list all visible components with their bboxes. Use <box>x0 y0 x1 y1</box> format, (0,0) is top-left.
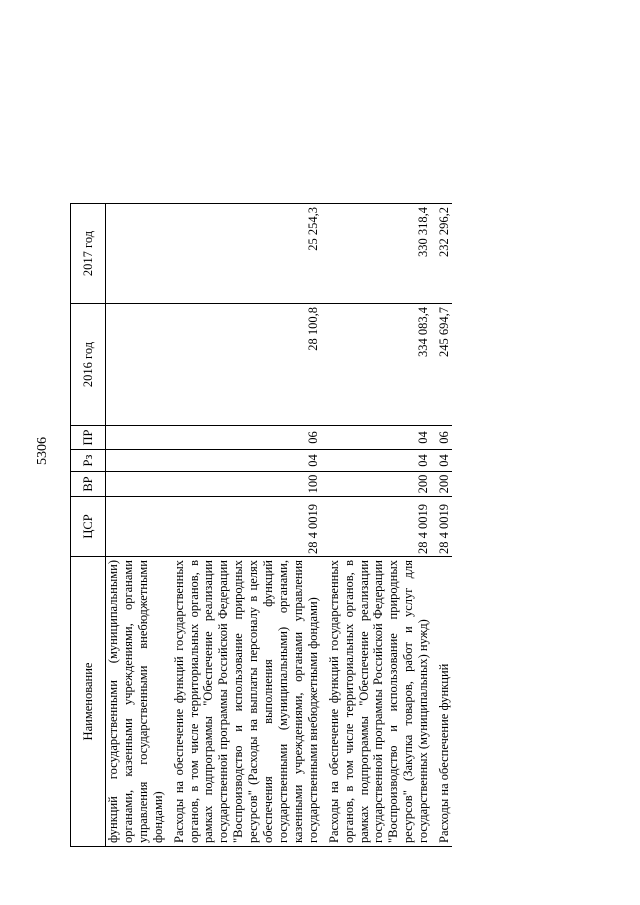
row-2016 <box>106 304 166 426</box>
row-pr <box>106 426 166 450</box>
row-2017: 232 296,2 <box>437 204 452 304</box>
row-csr: 28 4 0019 <box>437 497 452 557</box>
row-rz: 04 <box>437 450 452 472</box>
row-name: функций государственными (муниципальными) органами, казенными учреждениями, органами управления государственными внебюджетными фондами) <box>106 557 166 847</box>
row-name: Расходы на обеспечение функций <box>437 557 452 847</box>
table-row <box>172 204 321 847</box>
header-csr: ЦСР <box>71 497 106 557</box>
row-vr: 200 <box>327 472 431 497</box>
budget-table <box>70 203 452 847</box>
table-header-row <box>71 204 106 847</box>
header-2016: 2016 год <box>71 304 106 426</box>
header-rz: Рз <box>71 450 106 472</box>
row-rz: 04 <box>172 450 321 472</box>
table-row <box>437 204 452 847</box>
row-vr: 100 <box>172 472 321 497</box>
row-vr <box>106 472 166 497</box>
row-2016: 334 083,4 <box>327 304 431 426</box>
header-2017: 2017 год <box>71 204 106 304</box>
row-2017: 25 254,3 <box>172 204 321 304</box>
row-csr: 28 4 0019 <box>172 497 321 557</box>
row-csr: 28 4 0019 <box>327 497 431 557</box>
table-row <box>106 204 166 847</box>
row-rz <box>106 450 166 472</box>
row-pr: 06 <box>437 426 452 450</box>
table-row <box>327 204 431 847</box>
row-csr <box>106 497 166 557</box>
row-pr: 06 <box>172 426 321 450</box>
row-name: Расходы на обеспечение функций государственных органов, в том числе территориальных органов, в рамках подпрограммы "Обеспечение реализации государственной программы Российской Федерации "Воспроизводство и использование природных ресурсов" (Закупка товаров, работ и услуг для государственных (муниципальных) нужд) <box>327 557 431 847</box>
row-2016: 28 100,8 <box>172 304 321 426</box>
header-name: Наименование <box>71 557 106 847</box>
page-number: 5306 <box>35 437 50 465</box>
row-2017: 330 318,4 <box>327 204 431 304</box>
row-rz: 04 <box>327 450 431 472</box>
row-pr: 04 <box>327 426 431 450</box>
row-vr: 200 <box>437 472 452 497</box>
header-pr: ПР <box>71 426 106 450</box>
row-2016: 245 694,7 <box>437 304 452 426</box>
row-2017 <box>106 204 166 304</box>
row-name: Расходы на обеспечение функций государственных органов, в том числе территориальных органов, в рамках подпрограммы "Обеспечение реализации государственной программы Российской Федерации "Воспроизводство и использование природных ресурсов" (Расходы на выплаты персоналу в целях обеспечения выполнения функций государственными (муниципальными) органами, казенными учреждениями, органами управления государственными внебюджетными фондами) <box>172 557 321 847</box>
header-vr: ВР <box>71 472 106 497</box>
